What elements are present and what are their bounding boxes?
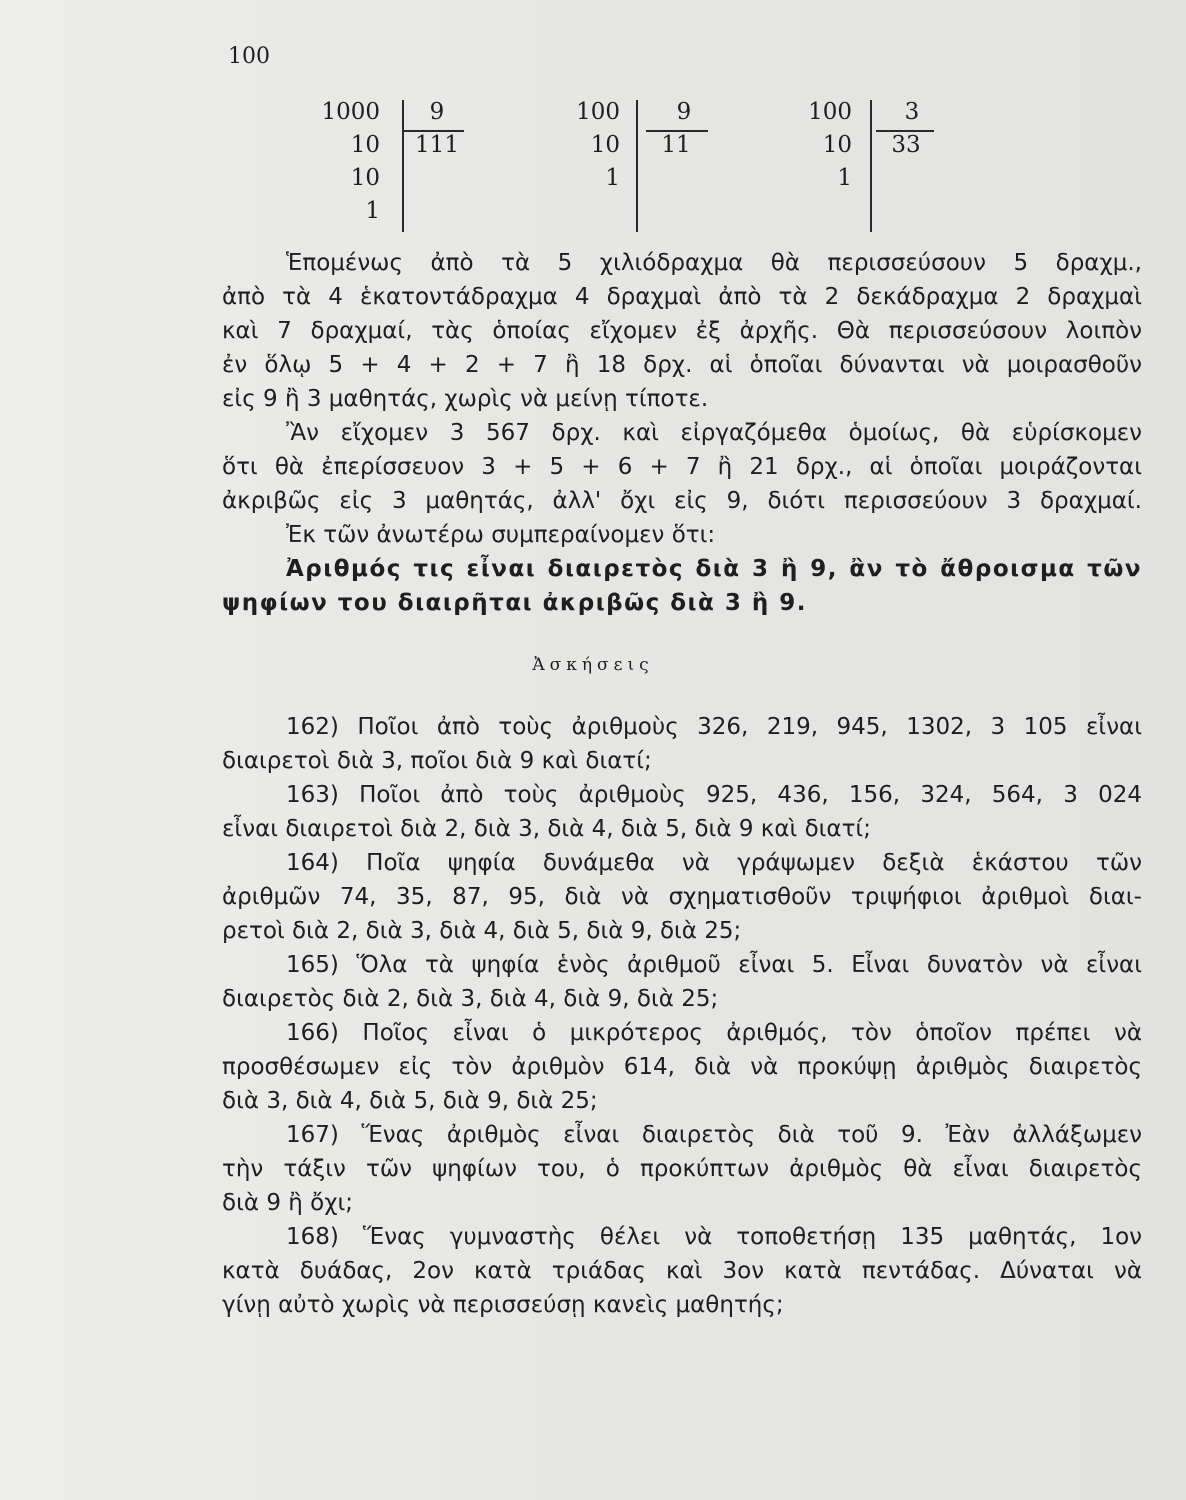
dividend-line: 1 xyxy=(837,165,852,191)
division-3 xyxy=(772,96,952,236)
exercise-line: ρετοὶ διὰ 2, διὰ 3, διὰ 4, διὰ 5, διὰ 9, διὰ 25; xyxy=(222,918,742,944)
dividend-line: 100 xyxy=(808,99,852,125)
exercise-line: 165) Ὅλα τὰ ψηφία ἑνὸς ἀριθμοῦ εἶναι 5. Εἶναι δυνατὸν νὰ εἶναι xyxy=(286,952,1142,978)
exercise-line: διαιρετὸς διὰ 2, διὰ 3, διὰ 4, διὰ 9, διὰ 25; xyxy=(222,986,719,1012)
division-1 xyxy=(300,96,480,236)
rule-line: Ἀριθμός τις εἶναι διαιρετὸς διὰ 3 ἢ 9, ἂν τὸ ἄθροισμα τῶν xyxy=(286,556,1142,582)
rule-line: ψηφίων του διαιρῆται ἀκριβῶς διὰ 3 ἢ 9. xyxy=(222,590,807,616)
dividend-line: 1 xyxy=(605,165,620,191)
dividend-line: 10 xyxy=(350,132,380,158)
quotient: 33 xyxy=(891,132,921,158)
exercise-line: 163) Ποῖοι ἀπὸ τοὺς ἀριθμοὺς 925, 436, 156, 324, 564, 3 024 xyxy=(286,782,1142,808)
exercise-line: 162) Ποῖοι ἀπὸ τοὺς ἀριθμοὺς 326, 219, 945, 1302, 3 105 εἶναι xyxy=(286,714,1142,740)
divisor: 9 xyxy=(429,99,445,125)
exercise-line: 166) Ποῖος εἶναι ὁ μικρότερος ἀριθμός, τὸν ὁποῖον πρέπει νὰ xyxy=(286,1020,1142,1046)
exercise-line: ἀριθμῶν 74, 35, 87, 95, διὰ νὰ σχηματισθοῦν τριψήφιοι ἀριθμοὶ διαι- xyxy=(222,884,1142,910)
exercise-line: κατὰ δυάδας, 2ον κατὰ τριάδας καὶ 3ον κατὰ πεντάδας. Δύναται νὰ xyxy=(222,1258,1142,1284)
text-line: Ἐκ τῶν ἀνωτέρω συμπεραίνομεν ὅτι: xyxy=(286,522,716,548)
exercise-line: διαιρετοὶ διὰ 3, ποῖοι διὰ 9 καὶ διατί; xyxy=(222,748,652,774)
text-line: εἰς 9 ἢ 3 μαθητάς, χωρὶς νὰ μείνῃ τίποτε. xyxy=(222,386,709,412)
dividend-line: 10 xyxy=(590,132,620,158)
dividend-line: 1 xyxy=(365,198,380,224)
division-vertical-rule xyxy=(636,100,638,232)
text-line: ἀκριβῶς εἰς 3 μαθητάς, ἀλλ' ὄχι εἰς 9, διότι περισσεύουν 3 δραχμαί. xyxy=(222,488,1142,514)
page-number: 100 xyxy=(228,44,270,69)
division-vertical-rule xyxy=(870,100,872,232)
exercise-line: 168) Ἕνας γυμναστὴς θέλει νὰ τοποθετήσῃ 135 μαθητάς, 1ον xyxy=(286,1224,1142,1250)
divisor: 3 xyxy=(904,99,920,125)
quotient: 11 xyxy=(661,132,691,158)
exercise-line: τὴν τάξιν τῶν ψηφίων του, ὁ προκύπτων ἀριθμὸς θὰ εἶναι διαιρετὸς xyxy=(222,1156,1142,1182)
text-line: Ἂν εἴχομεν 3 567 δρχ. καὶ εἰργαζόμεθα ὁμοίως, θὰ εὑρίσκομεν xyxy=(286,420,1142,446)
text-line: ἐν ὅλῳ 5 + 4 + 2 + 7 ἢ 18 δρχ. αἱ ὁποῖαι δύνανται νὰ μοιρασθοῦν xyxy=(222,352,1142,378)
division-2 xyxy=(540,96,720,236)
dividend-line: 1000 xyxy=(321,99,380,125)
exercise-line: διὰ 3, διὰ 4, διὰ 5, διὰ 9, διὰ 25; xyxy=(222,1088,598,1114)
division-vertical-rule xyxy=(402,100,404,232)
exercise-line: προσθέσωμεν εἰς τὸν ἀριθμὸν 614, διὰ νὰ προκύψῃ ἀριθμὸς διαιρετὸς xyxy=(222,1054,1142,1080)
exercise-line: γίνῃ αὐτὸ χωρὶς νὰ περισσεύσῃ κανεὶς μαθητής; xyxy=(222,1292,784,1318)
exercise-line: διὰ 9 ἢ ὄχι; xyxy=(222,1190,354,1216)
text-line: ἀπὸ τὰ 4 ἑκατοντάδραχμα 4 δραχμαὶ ἀπὸ τὰ 2 δεκάδραχμα 2 δραχμαὶ xyxy=(222,284,1142,310)
divisor: 9 xyxy=(676,99,692,125)
dividend-line: 10 xyxy=(822,132,852,158)
text-line: Ἑπομένως ἀπὸ τὰ 5 χιλιόδραχμα θὰ περισσεύσουν 5 δραχμ., xyxy=(286,250,1142,276)
exercises-heading: Ἀσκήσεις xyxy=(532,655,654,675)
text-line: καὶ 7 δραχμαί, τὰς ὁποίας εἴχομεν ἐξ ἀρχῆς. Θὰ περισσεύσουν λοιπὸν xyxy=(222,318,1142,344)
dividend-line: 100 xyxy=(576,99,620,125)
quotient: 111 xyxy=(415,132,459,158)
exercise-line: 167) Ἕνας ἀριθμὸς εἶναι διαιρετὸς διὰ τοῦ 9. Ἐὰν ἀλλάξωμεν xyxy=(286,1122,1142,1148)
text-line: ὅτι θὰ ἐπερίσσευον 3 + 5 + 6 + 7 ἢ 21 δρχ., αἱ ὁποῖαι μοιράζονται xyxy=(222,454,1142,480)
dividend-line: 10 xyxy=(350,165,380,191)
exercise-line: 164) Ποῖα ψηφία δυνάμεθα νὰ γράψωμεν δεξιὰ ἑκάστου τῶν xyxy=(286,850,1142,876)
exercise-line: εἶναι διαιρετοὶ διὰ 2, διὰ 3, διὰ 4, διὰ 5, διὰ 9 καὶ διατί; xyxy=(222,816,871,842)
